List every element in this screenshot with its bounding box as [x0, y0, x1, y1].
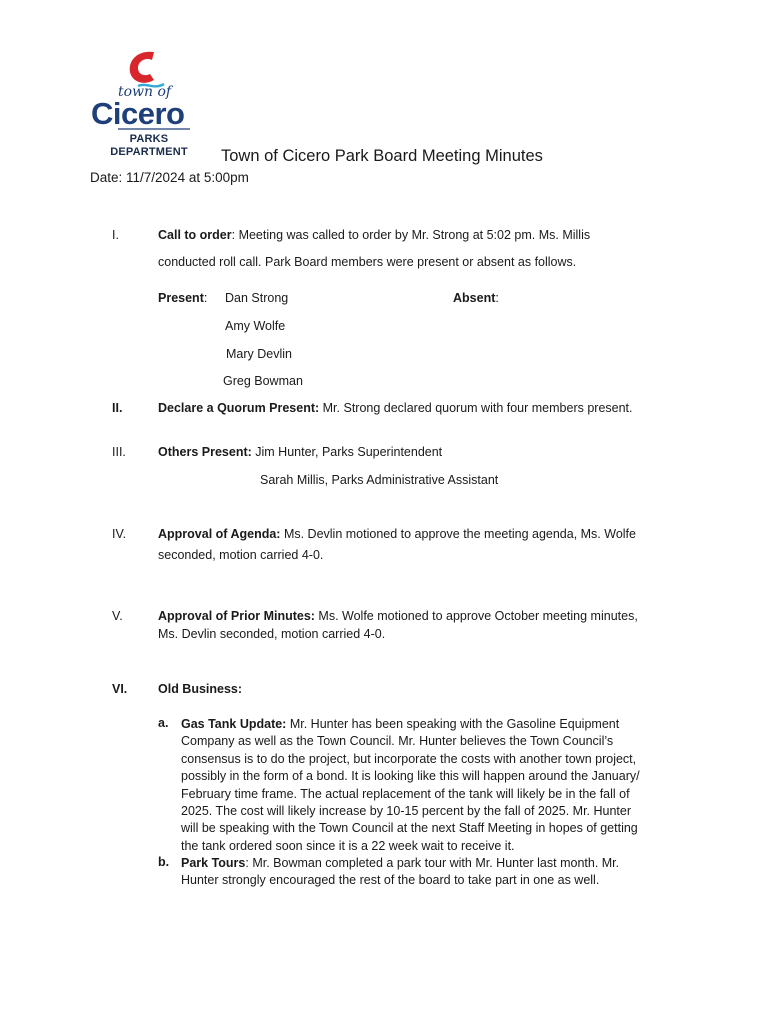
minutes-line1	[158, 607, 638, 625]
section-heading: Old Business:	[158, 682, 243, 696]
section-heading: Others Present:	[158, 445, 252, 459]
section-number: IV.	[112, 527, 127, 541]
cicero-logo-mark	[88, 46, 210, 136]
svg-text:Cicero: Cicero	[91, 96, 185, 131]
present-member: Amy Wolfe	[225, 319, 286, 333]
section-number: III.	[112, 445, 126, 459]
section-heading: Call to order	[158, 228, 232, 242]
minutes-line2: Ms. Devlin seconded, motion carried 4-0.	[158, 627, 386, 641]
section-heading: Approval of Prior Minutes:	[158, 609, 315, 623]
section-number: II.	[112, 401, 123, 415]
dept-line-department: DEPARTMENT	[110, 146, 188, 158]
others-present-line2: Sarah Millis, Parks Administrative Assistant	[260, 473, 499, 487]
list-letter: a.	[158, 716, 169, 730]
others-present-line1	[158, 443, 442, 461]
section-heading: Approval of Agenda:	[158, 527, 281, 541]
meeting-date: Date: 11/7/2024 at 5:00pm	[90, 170, 249, 185]
parks-department-label	[104, 133, 194, 159]
section-heading: Declare a Quorum Present:	[158, 401, 320, 415]
gas-tank-text: Gas Tank Update: Mr. Hunter has been speaking with the Gasoline Equipment Company as well as the Town Council. Mr. Hunter believes the Town Council’s consensus is to do the project, but incorporate the costs with another town project, possibly in the form of a bond. It is looking like this will happen around the January/ February time frame. The actual replacement of the tank will likely be in the fall of 2025. The cost will likely increase by 10-15 percent by the fall of 2025. Mr. Hunter will be speaking with the Town Council at the next Staff Meeting in hopes of getting the tank ordered soon since it is a 22 week wait to receive it.	[181, 717, 640, 853]
present-member: Dan Strong	[225, 291, 289, 305]
park-tours-text: Park Tours: Mr. Bowman completed a park tour with Mr. Hunter last month. Mr. Hunter strongly encouraged the rest of the board to take part in one as well.	[181, 856, 620, 888]
present-member: Greg Bowman	[223, 374, 303, 388]
agenda-line1	[158, 525, 636, 543]
section-text: Jim Hunter, Parks Superintendent	[251, 445, 443, 459]
section-text: : Meeting was called to order by Mr. Strong at 5:02 pm. Ms. Millis	[231, 228, 591, 242]
section-number: V.	[112, 609, 123, 623]
agenda-line2: seconded, motion carried 4-0.	[158, 548, 324, 562]
svg-text:town of: town of	[118, 84, 172, 100]
call-to-order-line2: conducted roll call. Park Board members were present or absent as follows.	[158, 255, 577, 269]
section-number: VI.	[112, 682, 128, 696]
present-member: Mary Devlin	[226, 347, 292, 361]
present-label: Present:	[158, 291, 208, 305]
section-number: I.	[112, 228, 119, 242]
document-title: Town of Cicero Park Board Meeting Minutes	[221, 147, 543, 165]
absent-label: Absent:	[453, 291, 499, 305]
section-text: Mr. Strong declared quorum with four members present.	[319, 401, 633, 415]
section-text: Ms. Wolfe motioned to approve October meeting minutes,	[314, 609, 638, 623]
quorum-line	[158, 399, 633, 417]
list-letter: b.	[158, 855, 170, 869]
dept-line-parks: PARKS	[129, 133, 169, 145]
call-to-order-line1	[158, 226, 590, 244]
section-text: Ms. Devlin motioned to approve the meeting agenda, Ms. Wolfe	[280, 527, 636, 541]
